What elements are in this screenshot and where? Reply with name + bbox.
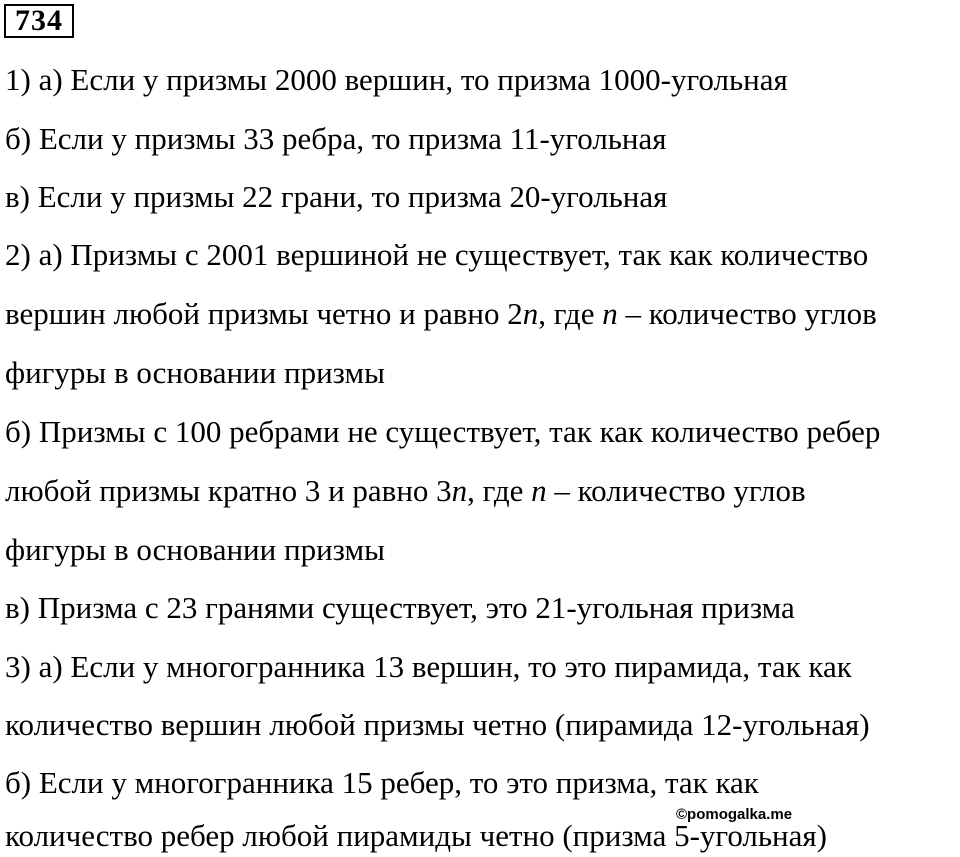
line-8-text-after: – количество углов xyxy=(546,473,806,508)
variable-n: n xyxy=(522,296,539,331)
answer-line-2: б) Если у призмы 33 ребра, то призма 11-угольная xyxy=(5,121,667,156)
line-8-text-middle: , где xyxy=(467,473,532,508)
answer-line-13: б) Если у многогранника 15 ребер, то это призма, так как xyxy=(5,765,759,800)
problem-number-box: 734 xyxy=(4,4,74,38)
answer-line-10: в) Призма с 23 гранями существует, это 21-угольная призма xyxy=(5,590,795,625)
answer-line-8 xyxy=(5,471,806,511)
line-5-text-after: – количество углов xyxy=(617,296,877,331)
site-watermark: ©pomogalka.me xyxy=(676,806,793,823)
line-5-text-middle: , где xyxy=(538,296,603,331)
answer-line-6: фигуры в основании призмы xyxy=(5,355,385,390)
answer-line-7: б) Призмы с 100 ребрами не существует, так как количество ребер xyxy=(5,414,881,449)
answer-line-5 xyxy=(5,294,877,334)
answer-line-9: фигуры в основании призмы xyxy=(5,532,385,567)
variable-n: n xyxy=(531,473,547,508)
variable-n: n xyxy=(451,473,468,508)
line-8-text-before: любой призмы кратно 3 и равно 3 xyxy=(5,473,452,508)
line-5-text-before: вершин любой призмы четно и равно 2 xyxy=(5,296,523,331)
answer-line-3: в) Если у призмы 22 грани, то призма 20-угольная xyxy=(5,179,668,214)
answer-line-12: количество вершин любой призмы четно (пирамида 12-угольная) xyxy=(5,707,870,742)
answer-line-4: 2) а) Призмы с 2001 вершиной не существует, так как количество xyxy=(5,237,869,272)
answer-line-1: 1) а) Если у призмы 2000 вершин, то призма 1000-угольная xyxy=(5,62,788,97)
variable-n: n xyxy=(602,296,618,331)
answer-line-14: количество ребер любой пирамиды четно (призма 5-угольная) xyxy=(5,818,827,853)
answer-line-11: 3) а) Если у многогранника 13 вершин, то это пирамида, так как xyxy=(5,649,852,684)
